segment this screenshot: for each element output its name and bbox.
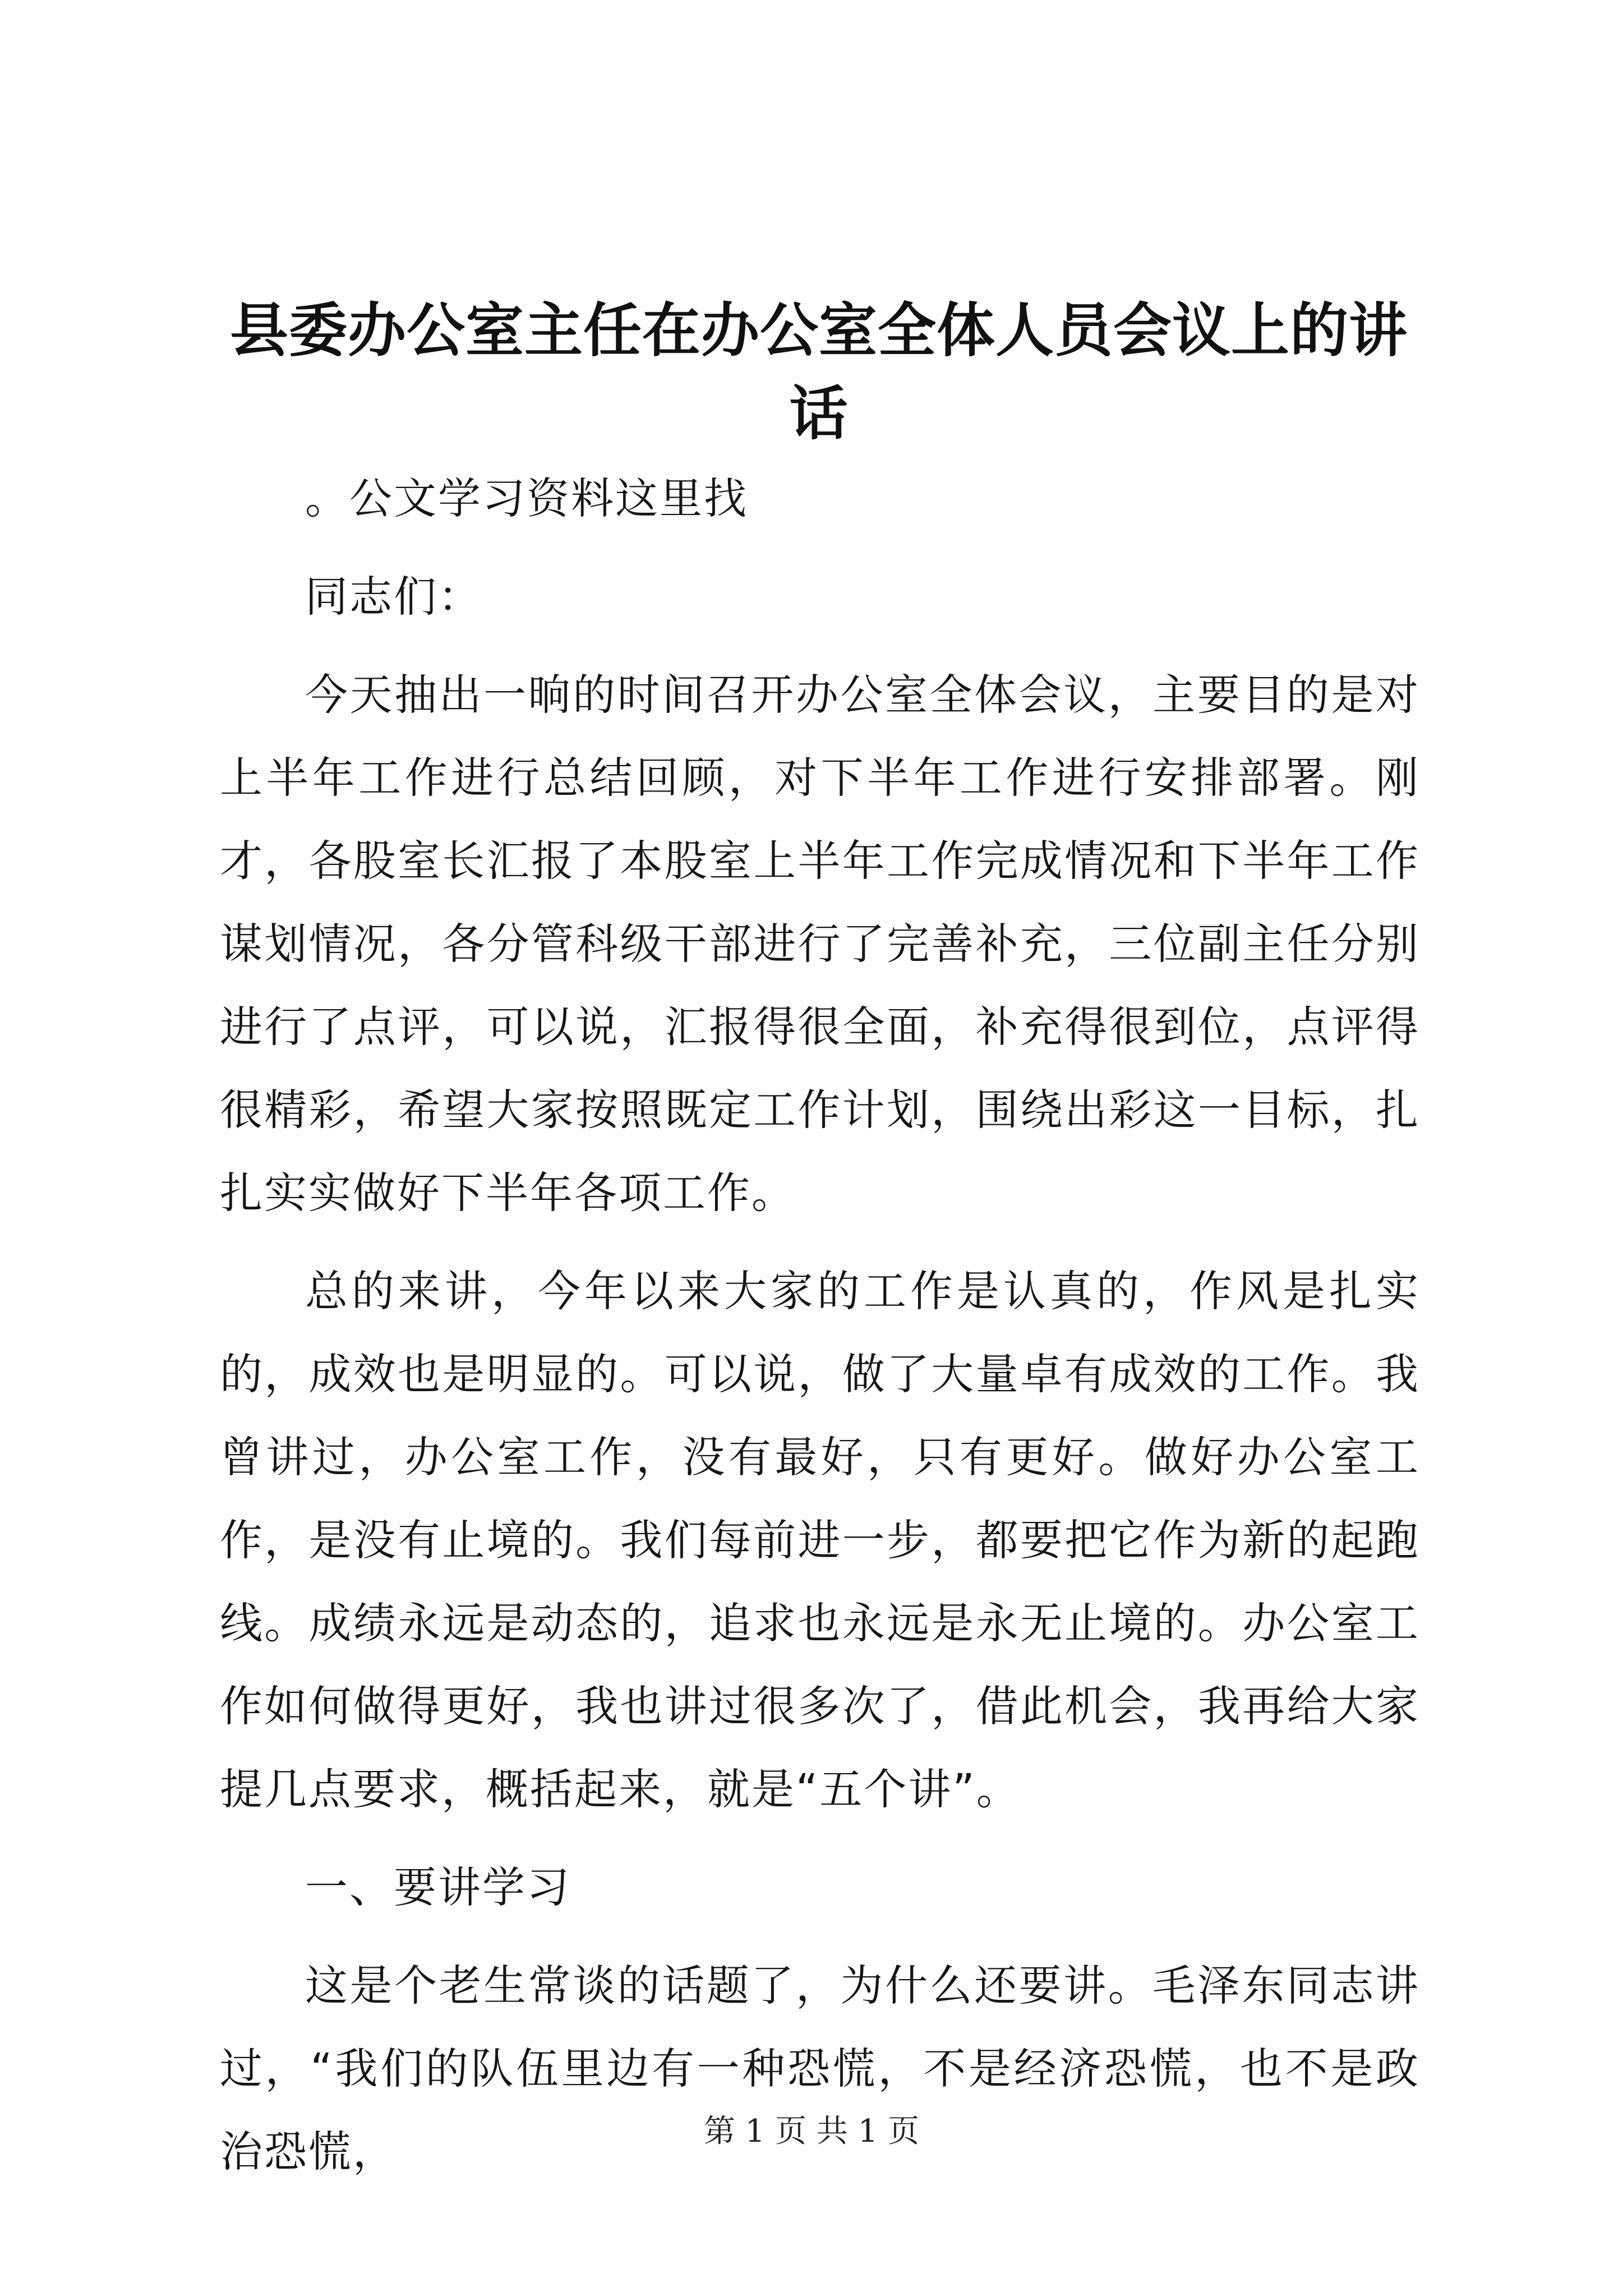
page-footer: 第 1 页 共 1 页 (703, 2113, 920, 2150)
source-note: 。公文学习资料这里找 (305, 473, 748, 523)
body-paragraph: 总的来讲，今年以来大家的工作是认真的，作风是扎实的，成效也是明显的。可以说，做了大量卓有成效的工作。我曾讲过，办公室工作，没有最好，只有更好。做好办公室工作，是没有止境的。我们每前进一步，都要把它作为新的起跑线。成绩永远是动态的，追求也永远是永无止境的。办公室工作如何做得更好，我也讲过很多次了，借此机会，我再给大家提几点要求，概括起来，就是“五个讲”。 (220, 1266, 1420, 1814)
section-heading: 一、要讲学习 (305, 1862, 571, 1912)
salutation: 同志们： (305, 572, 482, 622)
body-paragraph: 这是个老生常谈的话题了，为什么还要讲。毛泽东同志讲过，“我们的队伍里边有一种恐慌，不是经济恐慌，也不是政治恐慌， (220, 1961, 1420, 2177)
document-title: 县委办公室主任在办公室全体人员会议上的讲话 (229, 296, 1408, 448)
body-paragraph: 今天抽出一晌的时间召开办公室全体会议，主要目的是对上半年工作进行总结回顾，对下半年工作进行安排部署。刚才，各股室长汇报了本股室上半年工作完成情况和下半年工作谋划情况，各分管科级干部进行了完善补充，三位副主任分别进行了点评，可以说，汇报得很全面，补充得很到位，点评得很精彩，希望大家按照既定工作计划，围绕出彩这一目标，扎扎实实做好下半年各项工作。 (220, 670, 1420, 1218)
document-body (220, 457, 1420, 2208)
